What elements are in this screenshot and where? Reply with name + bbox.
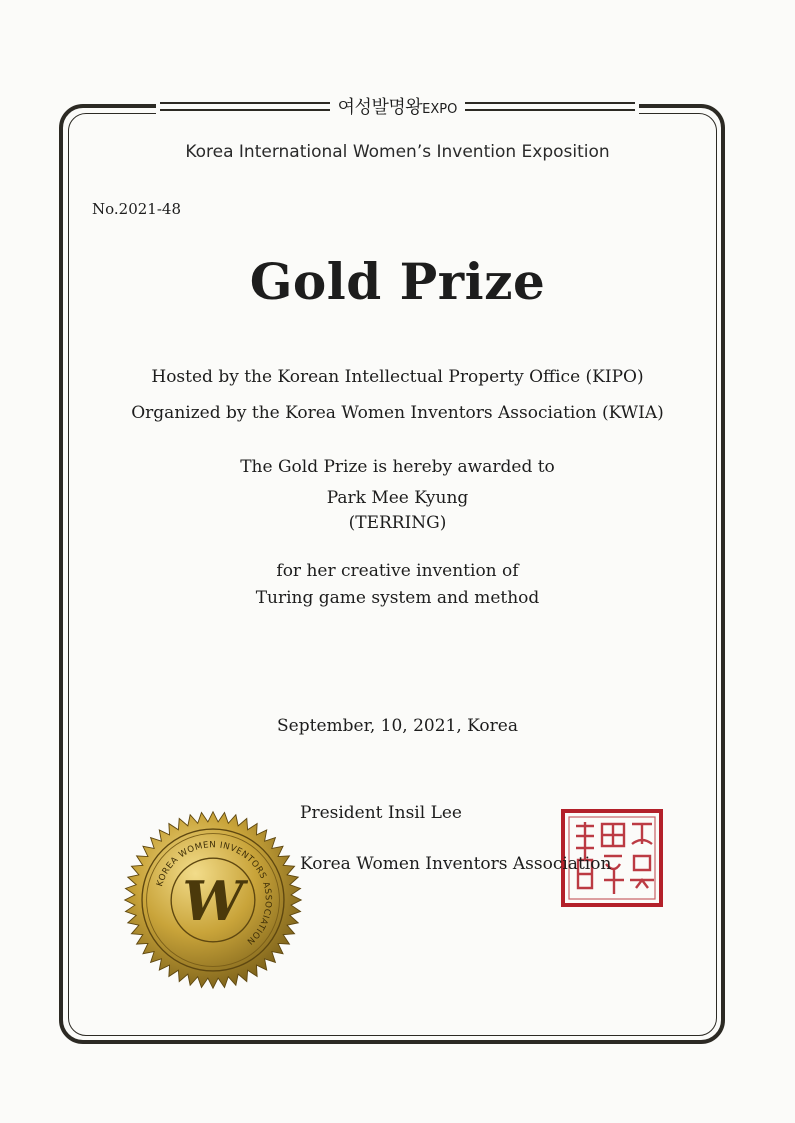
expo-logo	[338, 93, 458, 119]
expo-logo-expo: EXPO	[422, 102, 458, 117]
expo-logo-korean: 여성발명왕	[337, 97, 423, 118]
hosted-by: Hosted by the Korean Intellectual Property Office (KIPO)	[151, 367, 644, 387]
recipient-name: Park Mee Kyung	[326, 488, 469, 508]
logo-left-rule	[160, 102, 330, 111]
expo-logo-band	[0, 93, 795, 119]
exposition-name: Korea International Women’s Invention Exposition	[185, 142, 610, 162]
seal-emblem-letter: W	[182, 869, 244, 934]
organized-by: Organized by the Korea Women Inventors Association (KWIA)	[131, 403, 664, 423]
logo-right-rule	[465, 102, 635, 111]
reason-line-1: for her creative invention of	[276, 561, 519, 581]
award-statement: The Gold Prize is hereby awarded to	[240, 457, 555, 477]
certificate-title: Gold Prize	[249, 252, 546, 311]
signatory-name: President Insil Lee	[300, 803, 462, 823]
signatory-organization: Korea Women Inventors Association	[300, 854, 612, 874]
recipient-organization: (TERRING)	[348, 513, 447, 533]
reason-line-2: Turing game system and method	[255, 588, 540, 608]
gold-seal-icon	[122, 809, 304, 991]
award-date: September, 10, 2021, Korea	[277, 716, 518, 736]
seal-ring-text: KOREA WOMEN INVENTORS ASSOCIATION	[155, 840, 273, 947]
certificate-number: No.2021-48	[92, 200, 181, 218]
